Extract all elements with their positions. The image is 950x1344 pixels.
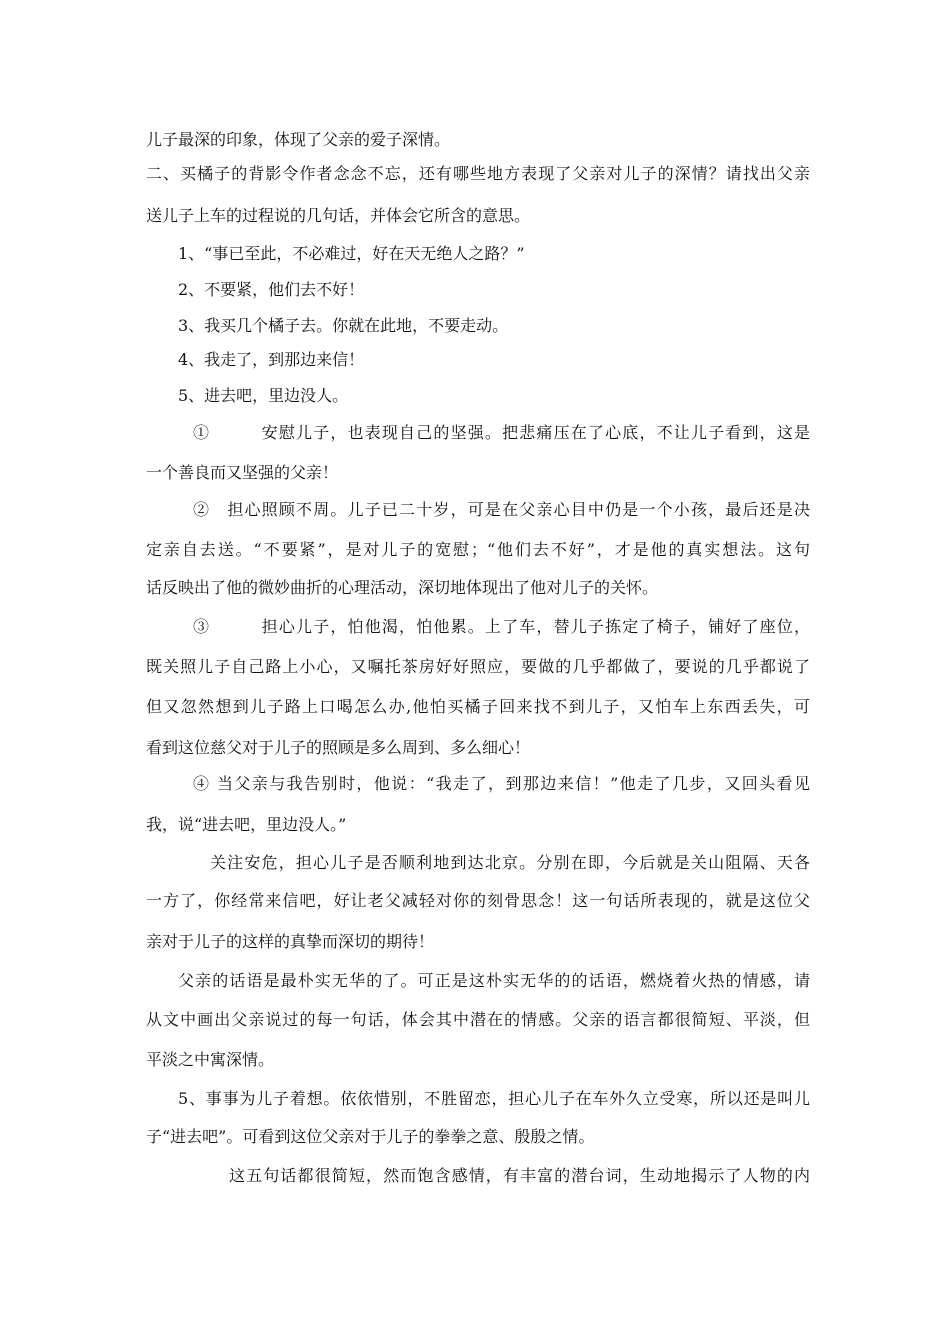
analysis-line: 定亲自去送。“不要紧”，是对儿子的宽慰；“他们去不好”，才是他的真实想法。这句: [146, 540, 810, 559]
quote-item: 5、进去吧，里边没人。: [178, 386, 349, 405]
quote-item: 4、我走了，到那边来信！: [178, 350, 365, 369]
analysis-line: 看到这位慈父对于儿子的照顾是多么周到、多么细心！: [146, 738, 531, 757]
question-line: 送儿子上车的过程说的几句话，并体会它所含的意思。: [146, 206, 531, 225]
paragraph-line: 这五句话都很简短，然而饱含感情，有丰富的潜台词，生动地揭示了人物的内: [229, 1166, 810, 1185]
analysis-line: 但又忽然想到儿子路上口喝怎么办,他怕买橘子回来找不到儿子，又怕车上东西丢失，可: [146, 697, 810, 716]
analysis-line: 亲对于儿子的这样的真挚而深切的期待！: [146, 932, 435, 951]
paragraph-line: 平淡之中寓深情。: [146, 1050, 275, 1069]
quote-item: 1、“事已至此，不必难过，好在天无绝人之路？”: [178, 244, 525, 263]
analysis-line: ③ 担心儿子，怕他渴，怕他累。上了车，替儿子拣定了椅子，铺好了座位，: [193, 617, 810, 636]
analysis-line: 5、事事为儿子着想。依依惜别，不胜留恋，担心儿子在车外久立受寒，所以还是叫儿: [178, 1089, 810, 1108]
analysis-line: ④ 当父亲与我告别时，他说：“我走了，到那边来信！”他走了几步，又回头看见: [193, 774, 810, 793]
paragraph-line: 父亲的话语是最朴实无华的了。可正是这朴实无华的的话语，燃烧着火热的情感，请: [178, 971, 810, 990]
quote-item: 2、不要紧，他们去不好！: [178, 280, 365, 299]
analysis-line: 我，说“进去吧，里边没人。”: [146, 815, 347, 834]
paragraph-line: 从文中画出父亲说过的每一句话，体会其中潜在的情感。父亲的语言都很简短、平淡，但: [146, 1010, 810, 1029]
analysis-line: 话反映出了他的微妙曲折的心理活动，深切地体现出了他对儿子的关怀。: [146, 578, 659, 597]
analysis-line: 一方了，你经常来信吧，好让老父减轻对你的刻骨思念！这一句话所表现的，就是这位父: [146, 891, 810, 910]
quote-item: 3、我买几个橘子去。你就在此地，不要走动。: [178, 316, 509, 335]
question-line: 二、买橘子的背影令作者念念不忘，还有哪些地方表现了父亲对儿子的深情？请找出父亲: [146, 164, 810, 183]
analysis-line: ① 安慰儿子，也表现自己的坚强。把悲痛压在了心底，不让儿子看到，这是: [193, 423, 810, 442]
analysis-line: ② 担心照顾不周。儿子已二十岁，可是在父亲心目中仍是一个小孩，最后还是决: [193, 500, 810, 519]
text-line: 儿子最深的印象，体现了父亲的爱子深情。: [146, 130, 451, 149]
analysis-line: 一个善良而又坚强的父亲！: [146, 463, 339, 482]
analysis-line: 关注安危，担心儿子是否顺利地到达北京。分别在即，今后就是关山阻隔、天各: [210, 853, 810, 872]
analysis-line: 既关照儿子自己路上小心，又嘱托茶房好好照应，要做的几乎都做了，要说的几乎都说了: [146, 657, 810, 676]
analysis-line: 子“进去吧”。可看到这位父亲对于儿子的拳拳之意、殷殷之情。: [146, 1127, 595, 1146]
